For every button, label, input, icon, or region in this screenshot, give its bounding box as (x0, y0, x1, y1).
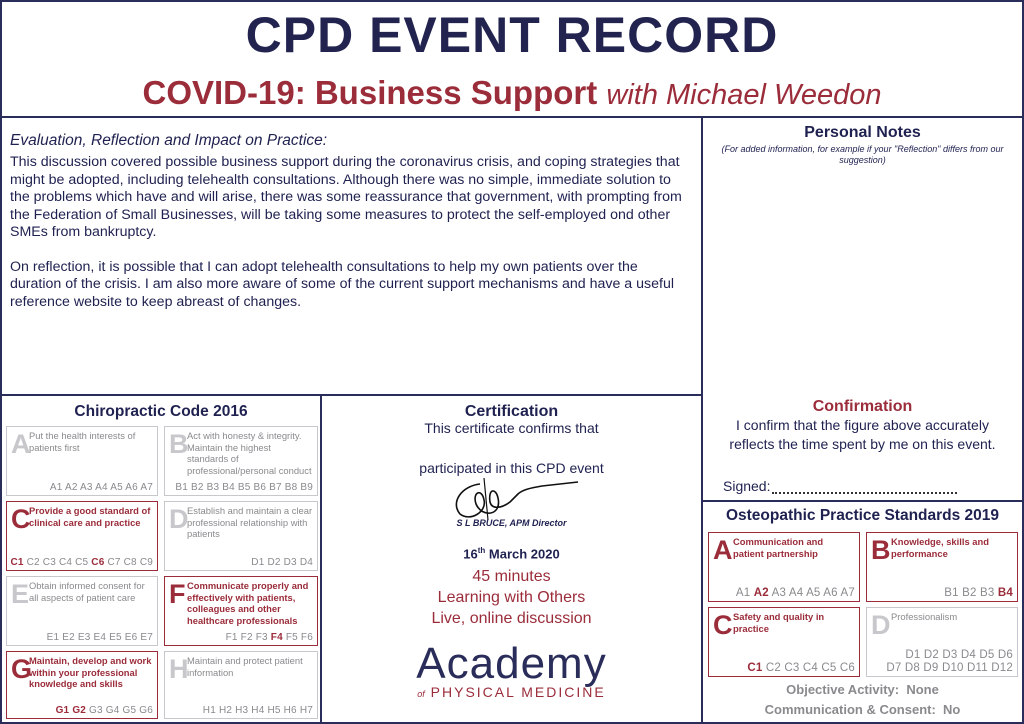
date-suffix: th (477, 546, 486, 555)
code-number-d7: D7 (886, 662, 902, 674)
code-letter: D (871, 610, 891, 640)
code-number-d1: D1 (251, 557, 265, 568)
code-number-b4: B4 (222, 482, 235, 493)
code-number-g3: G3 (89, 705, 103, 716)
signature-field[interactable] (772, 480, 957, 494)
duration: 45 minutes (472, 568, 551, 585)
code-number-a5: A5 (806, 587, 821, 599)
confirmation-title: Confirmation (812, 398, 913, 415)
code-number-e1: E1 (46, 632, 60, 643)
objective-label: Objective Activity: (786, 682, 900, 697)
code-number-b6: B6 (253, 482, 267, 493)
header (0, 0, 1024, 118)
notes-title: Personal Notes (804, 124, 921, 141)
code-number-a4: A4 (95, 482, 108, 493)
code-letter: A (713, 535, 733, 565)
code-numbers (47, 632, 153, 643)
code-number-d4: D4 (299, 557, 313, 568)
osteo-title: Osteopathic Practice Standards 2019 (725, 507, 1000, 524)
code-numbers (251, 557, 313, 568)
code-number-d8: D8 (904, 662, 921, 674)
code-numbers (175, 482, 313, 493)
code-number-e4: E4 (93, 632, 107, 643)
code-letter: C (713, 610, 733, 640)
code-number-e7: E7 (140, 632, 153, 643)
chiropractic-code-panel (0, 394, 322, 724)
code-number-f6: F6 (300, 632, 313, 643)
code-number-a2: A2 (753, 587, 769, 599)
evaluation-body (10, 154, 690, 328)
code-number-d5: D5 (979, 649, 995, 661)
code-box-d (164, 501, 318, 571)
code-box-e (6, 576, 158, 646)
code-number-f1: F1 (225, 632, 238, 643)
code-number-e5: E5 (109, 632, 122, 643)
code-box-b (164, 426, 318, 496)
code-letter: F (169, 579, 186, 609)
code-number-g4: G4 (105, 705, 120, 716)
personal-notes-panel[interactable] (701, 116, 1024, 502)
code-numbers (886, 662, 1013, 674)
code-number-f4: F4 (270, 632, 283, 643)
code-number-b1: B1 (175, 482, 188, 493)
code-number-a3: A3 (80, 482, 93, 493)
code-box-g (6, 651, 158, 719)
code-numbers (905, 649, 1013, 661)
code-description: Professionalism (891, 611, 958, 622)
event-name: COVID-19: Business Support (142, 74, 598, 111)
code-number-a1: A1 (49, 482, 63, 493)
page-title: CPD EVENT RECORD (245, 7, 779, 63)
code-description: Obtain informed consent for all aspects of patient care (29, 580, 145, 603)
code-letter: E (11, 579, 30, 609)
code-number-d2: D2 (923, 649, 939, 661)
code-number-b5: B5 (237, 482, 251, 493)
code-number-b3: B3 (206, 482, 220, 493)
evaluation-title: Evaluation, Reflection and Impact on Practice: (10, 132, 328, 149)
notes-subtitle: (For added information, for example if your "Reflection" differs from our suggestion) (721, 144, 1004, 165)
code-number-c4: C4 (58, 557, 73, 568)
code-number-h4: H4 (251, 705, 265, 716)
signature-line[interactable] (723, 478, 957, 494)
code-number-c1: C1 (747, 662, 763, 674)
code-numbers (944, 587, 1013, 599)
logo-sub: PHYSICAL MEDICINE (430, 684, 606, 700)
code-number-h5: H5 (267, 705, 281, 716)
code-number-g2: G2 (72, 705, 87, 716)
code-number-a7: A7 (840, 587, 855, 599)
code-number-f2: F2 (240, 632, 253, 643)
code-box-h (164, 651, 318, 719)
format: Live, online discussion (431, 610, 592, 627)
chiro-title: Chiropractic Code 2016 (74, 403, 248, 420)
code-number-a3: A3 (771, 587, 787, 599)
code-description: Put the health interests of patients first (29, 430, 136, 453)
code-letter: B (169, 429, 189, 459)
code-number-e3: E3 (77, 632, 91, 643)
osteopathic-standards-panel (701, 500, 1024, 724)
code-number-a6: A6 (125, 482, 138, 493)
code-number-d1: D1 (905, 649, 921, 661)
code-number-h3: H3 (235, 705, 249, 716)
code-description: Knowledge, skills and performance (891, 536, 989, 559)
consent-label: Communication & Consent: (764, 702, 936, 717)
code-number-d10: D10 (941, 662, 964, 674)
code-letter: H (169, 654, 189, 684)
code-number-c7: C7 (107, 557, 121, 568)
code-number-d11: D11 (967, 662, 988, 674)
code-box-f (164, 576, 318, 646)
event-subtitle (2, 74, 1022, 112)
code-number-f5: F5 (285, 632, 298, 643)
code-description: Maintain and protect patient information (187, 655, 303, 678)
code-box-c (708, 607, 860, 677)
code-letter: D (169, 504, 189, 534)
code-numbers (10, 557, 153, 568)
code-number-c1: C1 (10, 557, 24, 568)
code-number-h7: H7 (299, 705, 313, 716)
code-numbers (747, 662, 855, 674)
code-numbers (203, 705, 313, 716)
objective-value: None (906, 682, 939, 697)
code-number-b8: B8 (284, 482, 298, 493)
code-number-a1: A1 (735, 587, 751, 599)
date-day: 16 (463, 546, 478, 562)
code-box-c (6, 501, 158, 571)
category: Learning with Others (437, 589, 586, 606)
code-number-e2: E2 (62, 632, 75, 643)
director-signature (432, 474, 592, 524)
code-number-b7: B7 (269, 482, 282, 493)
code-number-h1: H1 (202, 705, 216, 716)
code-letter: G (11, 654, 33, 684)
code-box-d (866, 607, 1018, 677)
evaluation-paragraph: On reflection, it is possible that I can adopt telehealth consultations to help my own patients over the duration of the crisis. I am also more aware of some of the current support mechanisms and have a useful reference website to keep abreast of changes. (10, 258, 674, 310)
code-number-c4: C4 (802, 662, 818, 674)
academy-logo (322, 639, 701, 700)
code-number-f3: F3 (255, 632, 268, 643)
code-number-b3: B3 (980, 587, 995, 599)
code-number-c6: C6 (839, 662, 855, 674)
code-number-a5: A5 (110, 482, 123, 493)
code-number-d6: D6 (997, 649, 1013, 661)
code-numbers (56, 705, 153, 716)
code-description: Maintain, develop and work within your professional knowledge and skills (29, 655, 152, 689)
communication-consent (703, 702, 1022, 717)
code-number-b2: B2 (962, 587, 977, 599)
evaluation-panel (0, 116, 703, 396)
code-number-c6: C6 (91, 557, 105, 568)
code-number-a6: A6 (823, 587, 838, 599)
code-number-h2: H2 (218, 705, 233, 716)
signatory: S L BRUCE, APM Director (456, 518, 567, 528)
code-number-d3: D3 (283, 557, 297, 568)
code-numbers (50, 482, 153, 493)
date-rest: March 2020 (485, 546, 560, 562)
objective-activity (703, 682, 1022, 697)
code-description: Provide a good standard of clinical care and practice (29, 505, 151, 528)
code-number-c5: C5 (75, 557, 89, 568)
code-numbers (736, 587, 855, 599)
certification-panel (320, 394, 703, 724)
code-box-a (6, 426, 158, 496)
code-number-c9: C9 (139, 557, 153, 568)
code-number-b2: B2 (190, 482, 204, 493)
code-number-g6: G6 (139, 705, 153, 716)
code-number-a4: A4 (788, 587, 804, 599)
signed-label: Signed: (723, 478, 771, 494)
logo-of: of (417, 689, 425, 699)
code-number-c3: C3 (784, 662, 800, 674)
code-number-c8: C8 (123, 557, 137, 568)
code-number-d4: D4 (960, 649, 976, 661)
cert-line2: participated in this CPD event (419, 460, 604, 476)
code-description: Establish and maintain a clear professional relationship with patients (187, 505, 313, 539)
code-number-h6: H6 (283, 705, 297, 716)
code-number-c3: C3 (42, 557, 56, 568)
cert-title: Certification (464, 403, 559, 420)
code-number-g1: G1 (55, 705, 70, 716)
code-number-g5: G5 (122, 705, 137, 716)
code-box-b (866, 532, 1018, 602)
code-numbers (226, 632, 313, 643)
event-date (322, 546, 701, 561)
confirmation-body: I confirm that the figure above accurately reflects the time spent by me on this event. (729, 417, 996, 452)
logo-subtitle (322, 684, 701, 700)
evaluation-paragraph: This discussion covered possible business support during the coronavirus crisis, and coping strategies that might be adopted, including telehealth consultations. Although there was no simple, immediate solution to the problems which have and will arise, there was some reassurance that government, with prompting from the Federation of Small Businesses, will be taking some measures to protect the self-employed ond other SMEs from bankruptcy. (10, 154, 682, 240)
code-number-c5: C5 (821, 662, 837, 674)
code-number-e6: E6 (124, 632, 138, 643)
code-description: Communicate properly and effectively with patients, colleagues and other healthcare professionals (187, 580, 309, 626)
code-number-b4: B4 (997, 587, 1013, 599)
code-description: Act with honesty & integrity. Maintain the highest standards of professional/personal conduct (187, 430, 312, 476)
code-letter: A (11, 429, 31, 459)
code-number-c2: C2 (765, 662, 781, 674)
code-number-b9: B9 (300, 482, 313, 493)
code-number-d9: D9 (923, 662, 939, 674)
code-number-a2: A2 (64, 482, 78, 493)
code-number-d3: D3 (942, 649, 958, 661)
code-number-d2: D2 (267, 557, 281, 568)
code-letter: B (871, 535, 891, 565)
code-number-d12: D12 (991, 662, 1013, 674)
code-number-a7: A7 (140, 482, 153, 493)
code-number-c2: C2 (26, 557, 40, 568)
code-letter: C (11, 504, 31, 534)
code-number-b1: B1 (944, 587, 959, 599)
logo-wordmark: Academy (416, 639, 607, 688)
cert-line1: This certificate confirms that (424, 420, 599, 436)
code-description: Communication and patient partnership (733, 536, 824, 559)
code-box-a (708, 532, 860, 602)
presenter: with Michael Weedon (606, 79, 882, 111)
code-description: Safety and quality in practice (733, 611, 825, 634)
consent-value: No (943, 702, 961, 717)
